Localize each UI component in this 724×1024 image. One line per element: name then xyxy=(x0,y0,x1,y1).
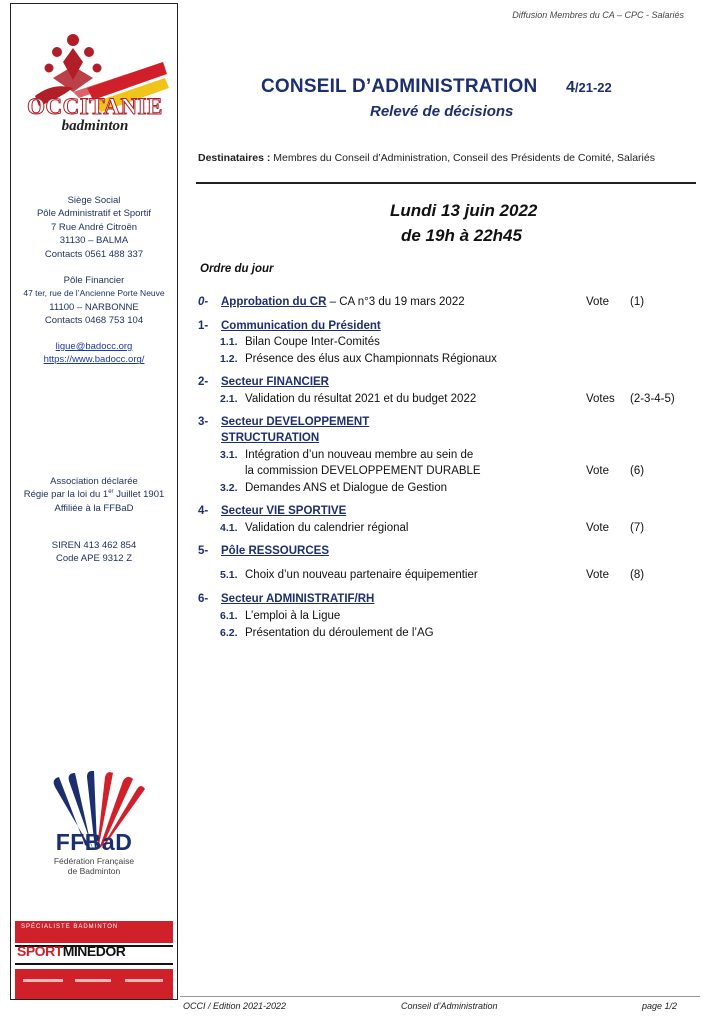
subitem-text: Présentation du déroulement de l’AG xyxy=(245,627,434,639)
vote-ref: (8) xyxy=(630,569,645,581)
vote-label: Vote xyxy=(586,296,610,308)
subitem-text: Validation du calendrier régional xyxy=(245,522,409,534)
item-heading-line2: STRUCTURATION xyxy=(221,432,320,444)
subitem-number: 5.1. xyxy=(220,569,238,581)
siren-line: Code APE 9312 Z xyxy=(55,553,133,565)
item-number: 5- xyxy=(198,545,209,557)
pole-financier-address xyxy=(11,274,177,328)
item-number: 3- xyxy=(198,416,209,428)
diffusion-note: Diffusion Membres du CA – CPC - Salariés xyxy=(512,10,684,20)
contact-links xyxy=(11,340,177,367)
subitem-text: Validation du résultat 2021 et du budget 2022 xyxy=(245,393,477,405)
page-footer xyxy=(180,996,700,1016)
siege-line: Siège Social xyxy=(67,195,121,206)
logo-subtitle: badminton xyxy=(61,118,129,134)
item-heading: Secteur ADMINISTRATIF/RH xyxy=(221,593,375,605)
subitem-text: L’emploi à la Ligue xyxy=(245,610,341,622)
page-subtitle: Relevé de décisions xyxy=(370,103,514,120)
siege-line: 7 Rue André Citroën xyxy=(50,221,138,233)
subitem-number: 2.1. xyxy=(220,393,238,405)
siege-line: Contacts 0561 488 337 xyxy=(44,248,144,260)
item-heading: Secteur FINANCIER xyxy=(221,376,329,388)
sponsor-brand: SPORTMINEDOR xyxy=(17,943,126,959)
subitem-text: Demandes ANS et Dialogue de Gestion xyxy=(245,482,448,494)
assoc-line: Association déclarée xyxy=(50,476,138,487)
vote-ref: (6) xyxy=(630,465,645,477)
vote-label: Votes xyxy=(586,393,615,405)
subitem-number: 6.2. xyxy=(220,627,238,639)
vote-ref: (7) xyxy=(630,522,645,534)
subitem-number: 3.2. xyxy=(220,482,238,494)
item-number: 6- xyxy=(198,593,209,605)
item-heading: Secteur DEVELOPPEMENT xyxy=(221,416,370,428)
sidebar xyxy=(10,3,178,1000)
ffbad-name: FFBaD xyxy=(55,829,133,855)
sponsor-tagline: SPÉCIALISTE BADMINTON xyxy=(21,924,119,930)
item-heading: Approbation du CR – CA n°3 du 19 mars 2022 xyxy=(221,296,465,308)
vote-label: Vote xyxy=(586,522,610,534)
vote-ref: (2-3-4-5) xyxy=(630,393,675,405)
assoc-line: Régie par la loi du 1er Juillet 1901 xyxy=(23,489,165,501)
subitem-number: 3.1. xyxy=(220,449,238,461)
email-link[interactable]: ligue@badocc.org xyxy=(55,341,133,352)
item-heading: Communication du Président xyxy=(221,320,381,332)
financier-line: Pôle Financier xyxy=(63,275,125,286)
financier-line: 11100 – NARBONNE xyxy=(49,301,139,313)
subitem-number: 1.1. xyxy=(220,336,238,348)
subitem-text: Présence des élus aux Championnats Régionaux xyxy=(245,353,497,365)
item-heading: Pôle RESSOURCES xyxy=(221,545,329,557)
item-number: 1- xyxy=(198,320,209,332)
subitem-number: 4.1. xyxy=(220,522,238,534)
assoc-line: Affiliée à la FFBaD xyxy=(54,502,134,514)
document-number: 4/21-22 xyxy=(566,79,612,96)
association-info xyxy=(11,475,177,515)
financier-line: Contacts 0468 753 104 xyxy=(44,315,144,327)
subitem-text: Bilan Coupe Inter-Comités xyxy=(245,336,380,348)
recipients-line: Destinataires : Membres du Conseil d’Administration, Conseil des Présidents de Comité, Salariés xyxy=(198,152,655,164)
subitem-text-line2: la commission DEVELOPPEMENT DURABLE xyxy=(245,465,481,477)
sponsor-banner xyxy=(15,921,173,999)
meeting-time: de 19h à 22h45 xyxy=(401,226,522,245)
item-number: 0- xyxy=(198,296,209,308)
siege-line: 31130 – BALMA xyxy=(59,235,129,247)
siege-line: Pôle Administratif et Sportif xyxy=(36,208,152,220)
agenda-title: Ordre du jour xyxy=(200,263,274,275)
vote-label: Vote xyxy=(586,569,610,581)
subitem-number: 1.2. xyxy=(220,353,238,365)
footer-page-number: page 1/2 xyxy=(642,1001,678,1011)
meeting-date: Lundi 13 juin 2022 xyxy=(390,201,538,220)
item-number: 2- xyxy=(198,376,209,388)
siren-info xyxy=(11,539,177,566)
footer-title: Conseil d’Administration xyxy=(401,1001,498,1011)
siren-line: SIREN 413 462 854 xyxy=(51,540,137,551)
logo-name: OCCITANIE xyxy=(27,94,163,119)
financier-line: 47 ter, rue de l’Ancienne Porte Neuve xyxy=(23,288,165,299)
header-divider xyxy=(196,182,696,184)
item-heading: Secteur VIE SPORTIVE xyxy=(221,505,347,517)
subitem-number: 6.1. xyxy=(220,610,238,622)
subitem-text: Intégration d’un nouveau membre au sein de xyxy=(245,449,474,461)
footer-edition: OCCI / Edition 2021-2022 xyxy=(183,1001,287,1011)
page-title: CONSEIL D’ADMINISTRATION xyxy=(261,76,538,97)
item-number: 4- xyxy=(198,505,209,517)
vote-ref: (1) xyxy=(630,296,645,308)
website-link[interactable]: https://www.badocc.org/ xyxy=(43,354,145,366)
subitem-text: Choix d’un nouveau partenaire équipementier xyxy=(245,569,478,581)
ffbad-fullname: Fédération Française de Badminton xyxy=(53,856,135,876)
vote-label: Vote xyxy=(586,465,610,477)
